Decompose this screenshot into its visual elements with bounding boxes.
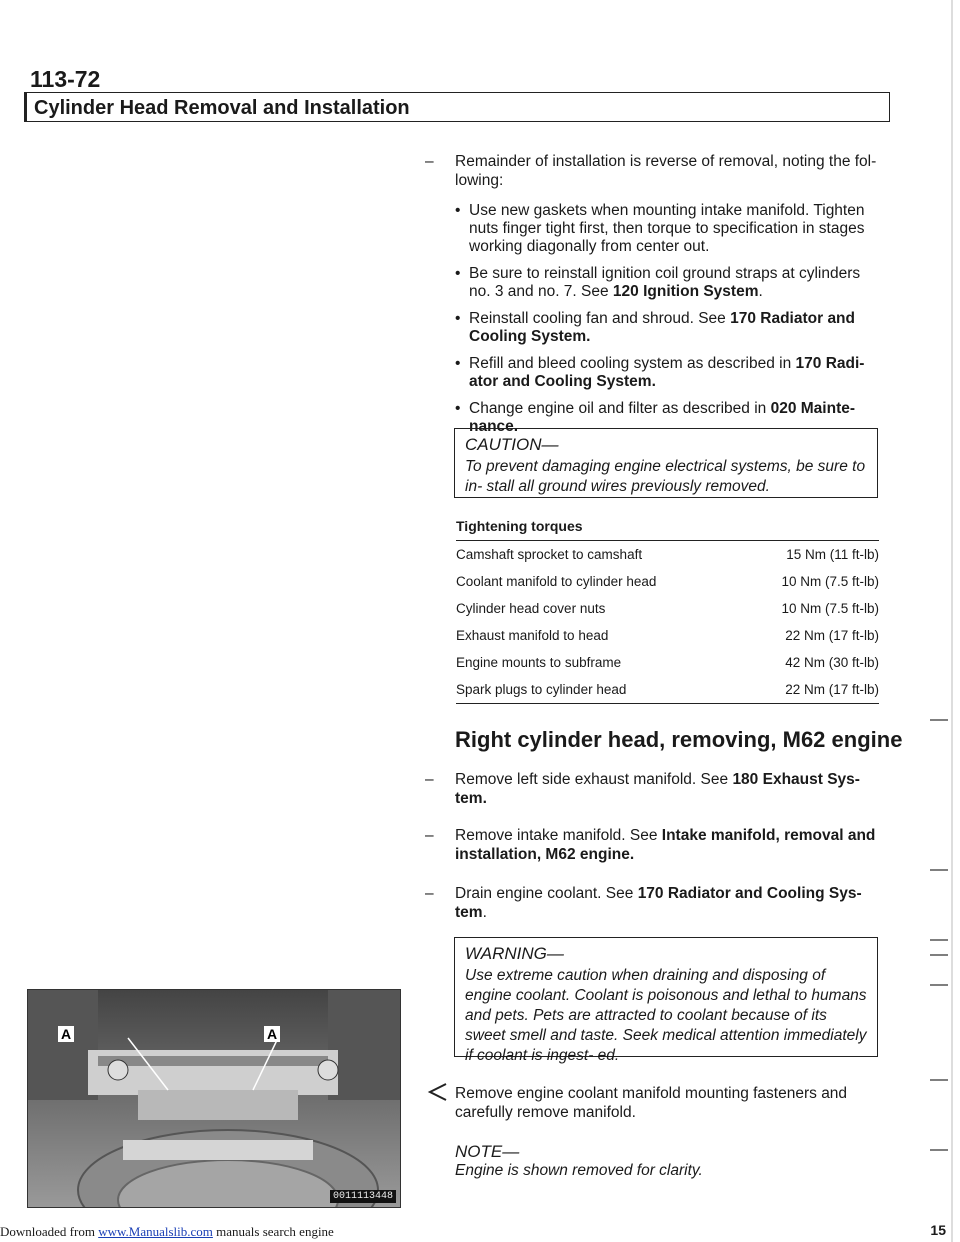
engine-illustration bbox=[28, 990, 401, 1208]
figure-step-text: Remove engine coolant manifold mounting fasteners and carefully remove manifold. bbox=[455, 1085, 848, 1121]
torque-item: Engine mounts to subframe bbox=[456, 655, 622, 670]
table-row bbox=[456, 676, 879, 704]
table-row bbox=[456, 568, 879, 595]
procedure-step: – Remove left side exhaust manifold. See 180 Exhaust Sys- tem. bbox=[425, 771, 860, 807]
bullet-icon: • bbox=[455, 310, 461, 327]
list-item: • Change engine oil and filter as described in 020 Mainte- nance. bbox=[455, 400, 856, 435]
figure-pointer-icon bbox=[426, 1081, 448, 1109]
torque-table bbox=[456, 540, 879, 704]
section-title: Cylinder Head Removal and Installation bbox=[34, 97, 410, 119]
table-row bbox=[456, 541, 879, 569]
table-row bbox=[456, 649, 879, 676]
edge-tab-marks bbox=[920, 0, 960, 1242]
warning-text: Use extreme caution when draining and disposing of engine coolant. Coolant is poisonous and lethal to humans and pets. Pets are attracted to coolant because of its sweet smell and taste. Seek medical attention immediately if coolant is ingest- ed. bbox=[465, 967, 867, 1064]
caution-box bbox=[454, 428, 878, 498]
bullet-icon: • bbox=[455, 400, 461, 417]
page-number: 113-72 bbox=[30, 66, 101, 92]
note-text: Engine is shown removed for clarity. bbox=[455, 1162, 703, 1179]
caution-text: To prevent damaging engine electrical systems, be sure to in- stall all ground wires previously removed. bbox=[465, 458, 866, 495]
list-item: • Refill and bleed cooling system as described in 170 Radi- ator and Cooling System. bbox=[455, 355, 865, 390]
torque-item: Cylinder head cover nuts bbox=[456, 601, 606, 616]
step-dash: – bbox=[425, 771, 434, 788]
note-label: NOTE— bbox=[455, 1142, 520, 1161]
step-dash: – bbox=[425, 827, 434, 844]
torque-value: 15 Nm (11 ft-lb) bbox=[741, 541, 880, 569]
intro-step bbox=[425, 152, 880, 190]
torque-item: Exhaust manifold to head bbox=[456, 628, 609, 643]
table-row bbox=[456, 622, 879, 649]
list-item: • Be sure to reinstall ignition coil ground straps at cylinders no. 3 and no. 7. See 120 Ignition System. bbox=[455, 265, 861, 300]
download-footer: Downloaded from www.Manualslib.com manuals search engine bbox=[0, 1224, 334, 1239]
torque-table-title: Tightening torques bbox=[456, 518, 583, 534]
torque-item: Camshaft sprocket to camshaft bbox=[456, 541, 741, 569]
bullet-icon: • bbox=[455, 355, 461, 372]
bullet-icon: • bbox=[455, 202, 461, 219]
installation-bullet-list bbox=[455, 202, 880, 436]
figure-note bbox=[455, 1142, 875, 1180]
torque-value: 22 Nm (17 ft-lb) bbox=[741, 676, 880, 704]
torque-value: 10 Nm (7.5 ft-lb) bbox=[781, 601, 879, 616]
torque-spec-block bbox=[456, 518, 879, 704]
step-dash: – bbox=[425, 885, 434, 902]
torque-value: 42 Nm (30 ft-lb) bbox=[785, 655, 879, 670]
corner-page-number: 15 bbox=[930, 1222, 946, 1238]
procedure-step: – Remove intake manifold. See Intake manifold, removal and installation, M62 engine. bbox=[425, 827, 876, 863]
procedure-step: – Drain engine coolant. See 170 Radiator and Cooling Sys- tem. bbox=[425, 885, 862, 921]
warning-label: WARNING— bbox=[465, 944, 564, 963]
warning-box bbox=[454, 937, 878, 1064]
torque-value: 10 Nm (7.5 ft-lb) bbox=[781, 574, 879, 589]
torque-value: 22 Nm (17 ft-lb) bbox=[785, 628, 879, 643]
section-heading: Right cylinder head, removing, M62 engine bbox=[455, 727, 903, 752]
step-dash: – bbox=[425, 153, 434, 170]
list-item: • Reinstall cooling fan and shroud. See 170 Radiator and Cooling System. bbox=[455, 310, 855, 345]
callout-label: A bbox=[264, 1026, 280, 1042]
list-item: • Use new gaskets when mounting intake manifold. Tighten nuts finger tight first, then torque to specification in stages working diagonally from center out. bbox=[455, 202, 865, 255]
table-row bbox=[456, 595, 879, 622]
installation-notes bbox=[425, 152, 880, 445]
callout-label: A bbox=[58, 1026, 74, 1042]
engine-photo bbox=[27, 989, 401, 1208]
intro-step-text: Remainder of installation is reverse of removal, noting the fol- lowing: bbox=[455, 153, 877, 189]
torque-item: Coolant manifold to cylinder head bbox=[456, 574, 657, 589]
bullet-icon: • bbox=[455, 265, 461, 282]
caution-label: CAUTION— bbox=[465, 435, 559, 454]
photo-id: 0011113448 bbox=[330, 1190, 396, 1203]
manualslib-link[interactable]: www.Manualslib.com bbox=[98, 1224, 213, 1239]
torque-item: Spark plugs to cylinder head bbox=[456, 676, 741, 704]
